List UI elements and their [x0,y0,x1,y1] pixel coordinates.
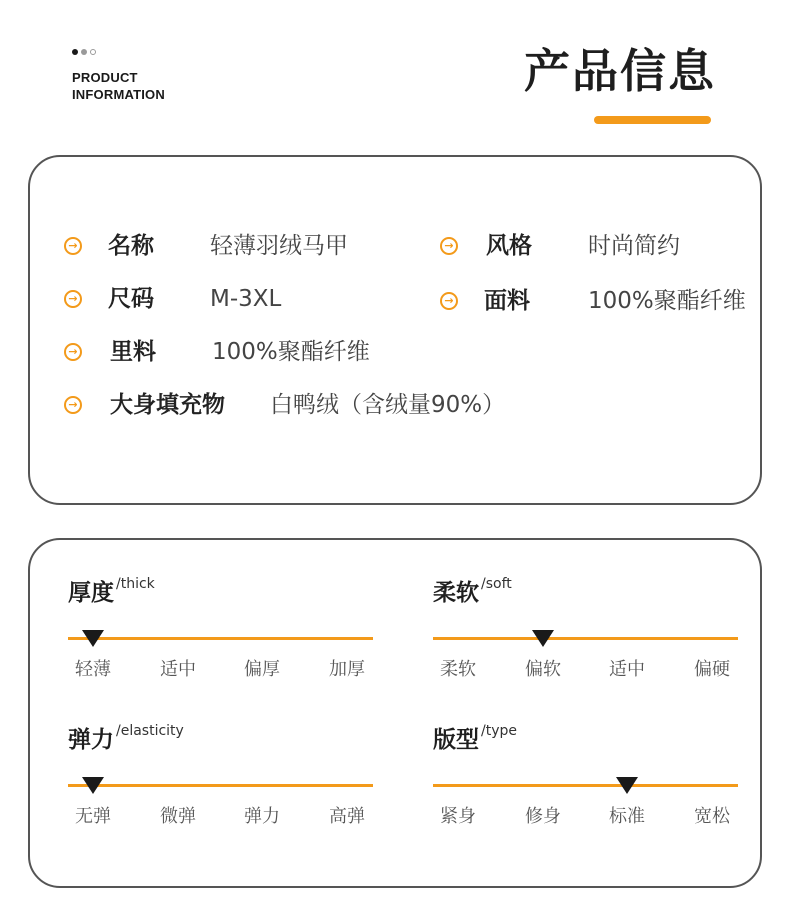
scale-option: 紧身 [440,806,476,827]
english-title [72,69,165,103]
scale-option: 无弹 [75,806,111,827]
info-label: 尺码 [108,286,154,312]
attribute-title-en: /thick [116,576,155,592]
arrow-circle-icon: → [440,237,458,255]
info-value: 100%聚酯纤维 [588,288,746,314]
attribute-title-cn: 厚度 [68,580,114,606]
scale-option: 轻薄 [75,659,111,680]
dot-outline [90,49,96,55]
attribute-title-cn: 版型 [433,727,479,753]
arrow-circle-icon: → [64,396,82,414]
page-title: 产品信息 [524,44,716,98]
scale-option: 偏软 [525,659,561,680]
info-row-name [30,231,390,267]
info-value: 白鸭绒（含绒量90%） [270,392,506,418]
info-value: 时尚简约 [588,233,680,259]
scale-option: 偏硬 [694,659,730,680]
scale-line [433,784,738,787]
info-label: 风格 [486,233,532,259]
scale-option: 宽松 [694,806,730,827]
scale-line [68,637,373,640]
attribute-title [433,578,512,608]
info-value: M-3XL [210,286,282,312]
info-row-style [406,231,762,267]
scale-marker-triangle [616,777,638,794]
dot-gray [81,49,87,55]
info-row-fabric [406,286,762,322]
scale-option: 适中 [160,659,196,680]
info-label: 里料 [110,339,156,365]
scale-marker-triangle [82,777,104,794]
info-value: 100%聚酯纤维 [212,339,370,365]
scale-option: 偏厚 [244,659,280,680]
arrow-circle-icon: → [440,292,458,310]
english-title-line2: INFORMATION [72,87,165,102]
scale-line [68,784,373,787]
attribute-title [433,725,517,755]
scale-option: 标准 [609,806,645,827]
attribute-title [68,578,155,608]
info-label: 面料 [484,288,530,314]
scale-option: 微弹 [160,806,196,827]
info-label: 大身填充物 [110,392,225,418]
attribute-fit-type [433,725,738,845]
scale-option: 高弹 [329,806,365,827]
attributes-card [28,538,762,888]
info-row-size [30,284,390,320]
dot-filled [72,49,78,55]
attribute-thickness [68,578,373,698]
product-info-card [28,155,762,505]
info-label: 名称 [108,233,154,259]
attribute-title-en: /type [481,723,517,739]
arrow-circle-icon: → [64,343,82,361]
scale-option: 柔软 [440,659,476,680]
arrow-circle-icon: → [64,290,82,308]
attribute-elasticity [68,725,373,845]
scale-option: 加厚 [329,659,365,680]
attribute-title [68,725,184,755]
attribute-softness [433,578,738,698]
english-title-line1: PRODUCT [72,70,138,85]
info-value: 轻薄羽绒马甲 [210,233,348,259]
arrow-circle-icon: → [64,237,82,255]
scale-line [433,637,738,640]
scale-marker-triangle [82,630,104,647]
page-header [0,0,790,140]
attribute-title-en: /elasticity [116,723,184,739]
scale-option: 修身 [525,806,561,827]
attribute-title-cn: 柔软 [433,580,479,606]
attribute-title-cn: 弹力 [68,727,114,753]
attribute-title-en: /soft [481,576,512,592]
info-row-filling [30,390,730,426]
scale-marker-triangle [532,630,554,647]
info-row-lining [30,337,630,373]
scale-option: 适中 [609,659,645,680]
scale-option: 弹力 [244,806,280,827]
title-underline-bar [594,116,711,124]
